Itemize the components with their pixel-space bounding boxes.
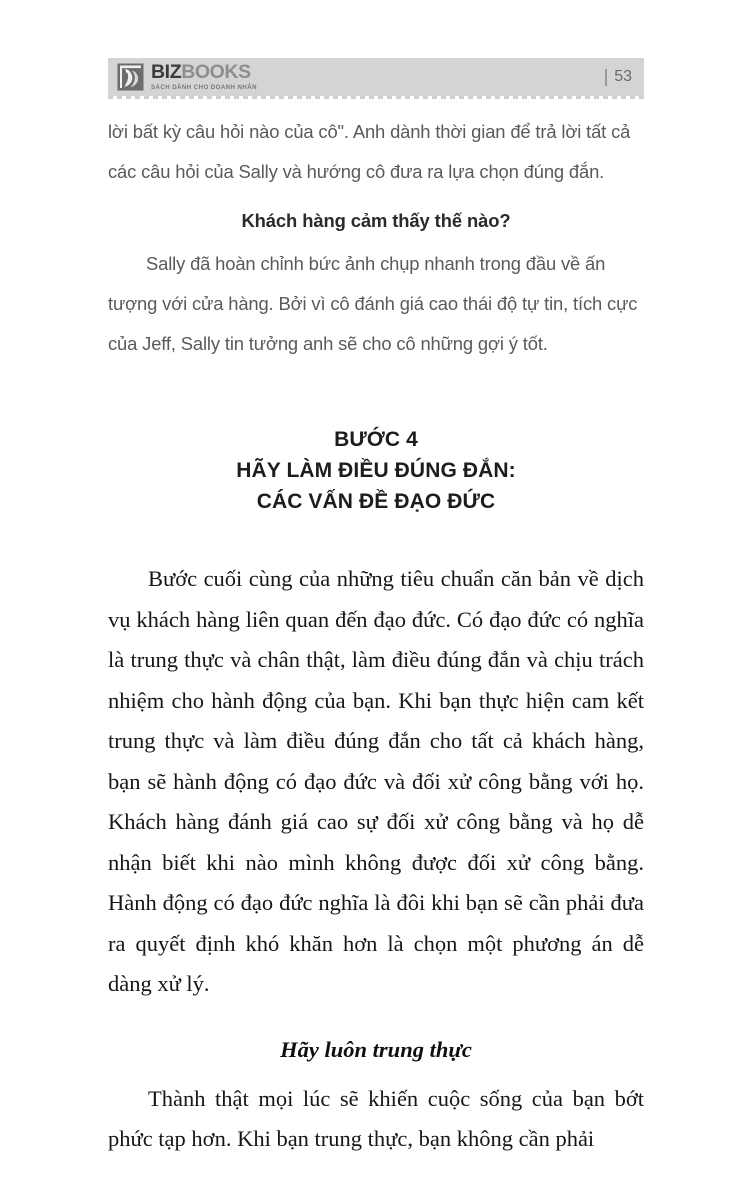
paragraph-honesty: Thành thật mọi lúc sẽ khiến cuộc sống của bạn bớt phức tạp hơn. Khi bạn trung thực, bạn không cần phải — [108, 1085, 644, 1151]
brand-text-block — [151, 60, 257, 91]
brand-name — [151, 60, 257, 83]
text-column — [108, 112, 644, 1160]
step-heading-line-1: BƯỚC 4 — [334, 428, 418, 451]
header-dashed-divider — [108, 96, 644, 99]
running-header — [108, 58, 644, 96]
page-number — [605, 68, 632, 86]
book-icon — [117, 63, 144, 91]
brand-tagline: SÁCH DÀNH CHO DOANH NHÂN — [151, 83, 257, 91]
subheading-always-honest: Hãy luôn trung thực — [280, 1036, 472, 1062]
paragraph-sally: Sally đã hoàn chỉnh bức ảnh chụp nhanh trong đầu về ấn tượng với cửa hàng. Bởi vì cô đánh giá cao thái độ tự tin, tích cực của Jeff, Sally tin tưởng anh sẽ cho cô những gợi ý tốt. — [108, 253, 638, 354]
subheading-customer-feeling: Khách hàng cảm thấy thế nào? — [241, 210, 511, 231]
step-heading-line-3: CÁC VẤN ĐỀ ĐẠO ĐỨC — [256, 490, 496, 513]
page-number-value: 53 — [614, 68, 632, 85]
bizbooks-logo — [117, 60, 257, 91]
paragraph-continued: lời bất kỳ câu hỏi nào của cô". Anh dành thời gian để trả lời tất cả các câu hỏi của Sally và hướng cô đưa ra lựa chọn đúng đắn. — [108, 121, 631, 182]
brand-name-books: BOOKS — [181, 60, 251, 83]
step-heading — [108, 424, 644, 517]
page-number-rule — [605, 69, 607, 86]
paragraph-ethics-body: Bước cuối cùng của những tiêu chuẩn căn bản về dịch vụ khách hàng liên quan đến đạo đức. Có đạo đức có nghĩa là trung thực và chân thật, làm điều đúng đắn và chịu trách nhiệm cho hành động của bạn. Khi bạn thực hiện cam kết trung thực và làm điều đúng đắn cho tất cả khách hàng, bạn sẽ hành động có đạo đức và đối xử công bằng với họ. Khách hàng đánh giá cao sự đối xử công bằng và họ dễ nhận biết khi nào mình không được đối xử công bằng. Hành động có đạo đức nghĩa là đôi khi bạn sẽ cần phải đưa ra quyết định khó khăn hơn là chọn một phương án dễ dàng xử lý. — [108, 566, 644, 996]
brand-name-biz: BIZ — [151, 60, 182, 83]
step-heading-line-2: HÃY LÀM ĐIỀU ĐÚNG ĐẮN: — [236, 459, 516, 482]
